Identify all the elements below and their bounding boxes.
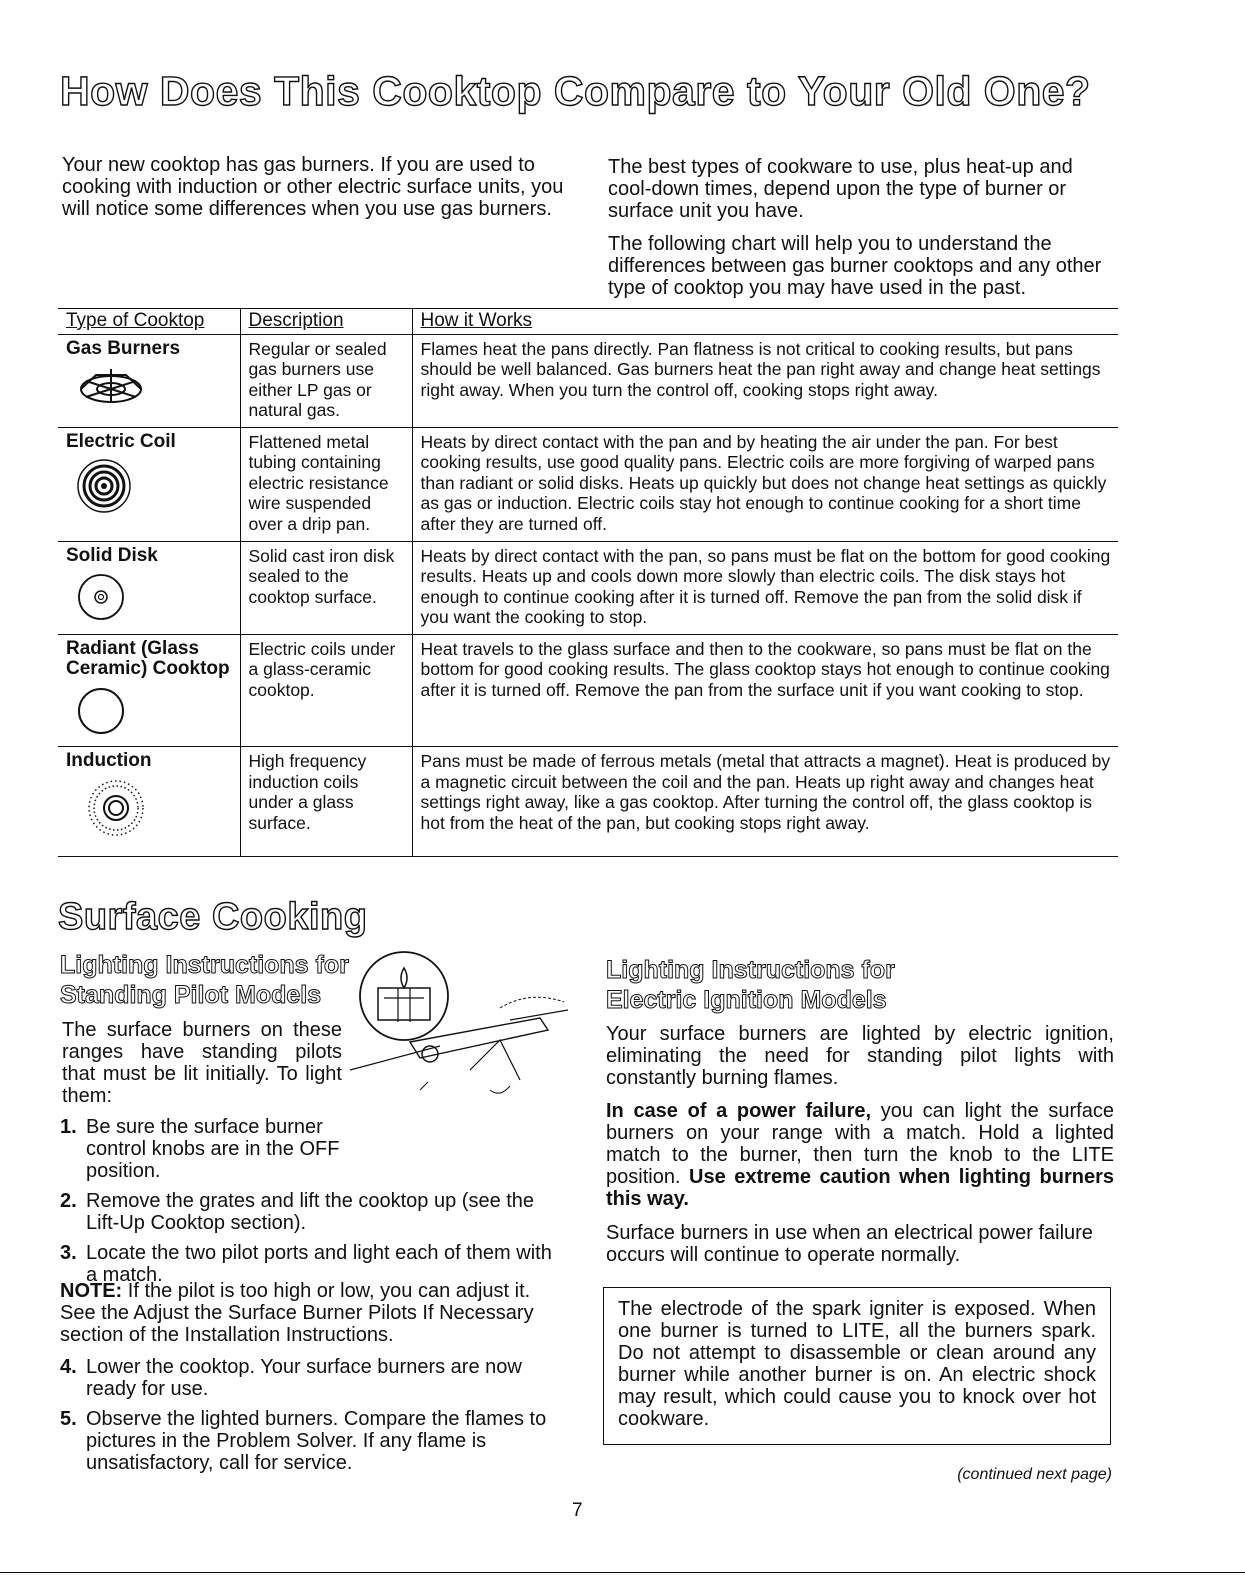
page-title: How Does This Cooktop Compare to Your Old One? bbox=[60, 68, 1091, 114]
list-item bbox=[60, 1408, 568, 1474]
table-row bbox=[58, 541, 1118, 634]
list-item bbox=[60, 1356, 568, 1400]
induction-icon bbox=[76, 778, 236, 843]
table-header-row bbox=[58, 309, 1118, 335]
note-text: If the pilot is too high or low, you can adjust it. See the Adjust the Surface Burner Pilots If Necessary section of the Installation Instructions. bbox=[60, 1280, 534, 1346]
warning-box bbox=[603, 1287, 1111, 1445]
intro-right-2: The following chart will help you to understand the differences between gas burner cooktops and any other type of cooktop you may have used in the past. bbox=[608, 233, 1102, 299]
description-cell: Electric coils under a glass-ceramic cooktop. bbox=[240, 634, 412, 747]
right-heading-2: Electric Ignition Models bbox=[606, 986, 887, 1014]
table-row bbox=[58, 427, 1118, 541]
type-cell bbox=[58, 747, 240, 857]
right-intro: Your surface burners are lighted by electric ignition, eliminating the need for standing pilot lights with constantly burning flames. bbox=[606, 1023, 1114, 1089]
right-heading-1: Lighting Instructions for bbox=[606, 956, 895, 984]
type-name: Induction bbox=[66, 750, 152, 771]
how-cell: Heats by direct contact with the pan, so pans must be flat on the bottom for good cooking results. Heats up and cools down more slowly than electric coils. The disk stays hot enough to continue cooking after it is turned off. Remove the pan from the solid disk if you want the cooking to stop. bbox=[412, 541, 1118, 634]
note-label: NOTE: bbox=[60, 1280, 123, 1302]
step-number: 4. bbox=[60, 1356, 77, 1378]
description-cell: High frequency induction coils under a glass surface. bbox=[240, 747, 412, 857]
how-cell: Flames heat the pans directly. Pan flatness is not critical to cooking results, but pans should be well balanced. Gas burners heat the pan right away and change heat settings right away. When you turn the control off, cooking stops right away. bbox=[412, 334, 1118, 427]
header-type: Type of Cooktop bbox=[58, 309, 240, 335]
type-cell bbox=[58, 334, 240, 427]
intro-right-1: The best types of cookware to use, plus heat-up and cool-down times, depend upon the type of burner or surface unit you have. bbox=[608, 156, 1073, 222]
header-how: How it Works bbox=[412, 309, 1118, 335]
right-operate: Surface burners in use when an electrical power failure occurs will continue to operate normally. bbox=[606, 1222, 1093, 1266]
bottom-rule bbox=[0, 1572, 1245, 1573]
power-failure-caution: Use extreme caution when lighting burners this way. bbox=[606, 1166, 1114, 1210]
description-cell: Regular or sealed gas burners use either LP gas or natural gas. bbox=[240, 334, 412, 427]
step-number: 2. bbox=[60, 1190, 77, 1212]
comparison-table bbox=[58, 308, 1118, 857]
radiant-cooktop-icon bbox=[76, 686, 236, 741]
left-note bbox=[60, 1280, 568, 1346]
type-name: Solid Disk bbox=[66, 544, 158, 566]
left-steps-continued bbox=[60, 1356, 568, 1482]
description-cell: Flattened metal tubing containing electric resistance wire suspended over a drip pan. bbox=[240, 427, 412, 541]
page-number: 7 bbox=[572, 1500, 583, 1521]
how-cell: Heats by direct contact with the pan and by heating the air under the pan. For best cooking results, use good quality pans. Electric coils are more forgiving of warped pans than radiant or solid disks. Heats up quickly but does not change heat settings as quickly as gas or induction. Electric coils stay hot enough to continue cooking for a short time after they are turned off. bbox=[412, 427, 1118, 541]
step-text: Lower the cooktop. Your surface burners are now ready for use. bbox=[86, 1356, 522, 1400]
section-title: Surface Cooking bbox=[58, 896, 368, 938]
how-cell: Pans must be made of ferrous metals (metal that attracts a magnet). Heat is produced by a magnetic circuit between the coil and the pan. Heats up right away and changes heat settings right away, like a gas cooktop. After turning the control off, the glass cooktop is hot from the heat of the pan, but cooking stops right away. bbox=[412, 747, 1118, 857]
table-row bbox=[58, 334, 1118, 427]
type-name: Radiant (Glass Ceramic) Cooktop bbox=[66, 637, 230, 679]
table-row bbox=[58, 634, 1118, 747]
how-cell: Heat travels to the glass surface and then to the cookware, so pans must be flat on the bottom for good cooking results. The glass cooktop stays hot enough to continue cooking after it is turned off. Remove the pan from the surface unit if you want cooking to stop. bbox=[412, 634, 1118, 747]
step-number: 3. bbox=[60, 1242, 77, 1264]
step-number: 5. bbox=[60, 1408, 77, 1430]
type-cell bbox=[58, 634, 240, 747]
gas-burner-icon bbox=[76, 365, 236, 414]
list-item bbox=[60, 1190, 568, 1234]
step-number: 1. bbox=[60, 1116, 77, 1138]
type-cell bbox=[58, 541, 240, 634]
power-failure-text: you can light the surface burners on your range with a match. Hold a lighted match to the burner, then turn the knob to the LITE position. bbox=[606, 1100, 1114, 1188]
table-row bbox=[58, 747, 1118, 857]
type-name: Gas Burners bbox=[66, 337, 181, 359]
electric-coil-icon bbox=[76, 458, 236, 519]
power-failure-label: In case of a power failure, bbox=[606, 1100, 872, 1122]
type-name: Electric Coil bbox=[66, 430, 176, 452]
intro-left: Your new cooktop has gas burners. If you are used to cooking with induction or other electric surface units, you will notice some differences when you use gas burners. bbox=[62, 154, 564, 220]
type-cell bbox=[58, 427, 240, 541]
header-description: Description bbox=[240, 309, 412, 335]
left-heading-2: Standing Pilot Models bbox=[60, 981, 322, 1009]
left-intro: The surface burners on these ranges have standing pilots that must be lit initially. To light them: bbox=[62, 1019, 342, 1107]
left-heading-1: Lighting Instructions for bbox=[60, 951, 349, 979]
step-text: Observe the lighted burners. Compare the flames to pictures in the Problem Solver. If any flame is unsatisfactory, call for service. bbox=[86, 1408, 547, 1474]
continued-note: (continued next page) bbox=[957, 1466, 1112, 1483]
solid-disk-icon bbox=[76, 572, 236, 627]
step-text: Remove the grates and lift the cooktop up (see the Lift-Up Cooktop section). bbox=[86, 1190, 535, 1234]
step-text: Be sure the surface burner control knobs are in the OFF position. bbox=[86, 1116, 340, 1182]
pilot-lighting-illustration bbox=[340, 950, 576, 1128]
step-text: Locate the two pilot ports and light each of them with a match. bbox=[86, 1242, 552, 1286]
description-cell: Solid cast iron disk sealed to the cooktop surface. bbox=[240, 541, 412, 634]
warning-text: The electrode of the spark igniter is exposed. When one burner is turned to LITE, all the burners spark. Do not attempt to disassemble or clean around any burner while another burner is on. An electric shock may result, which could cause you to knock over hot cookware. bbox=[618, 1298, 1096, 1430]
left-steps bbox=[60, 1116, 568, 1294]
list-item bbox=[60, 1116, 568, 1182]
right-power-failure bbox=[606, 1100, 1114, 1210]
